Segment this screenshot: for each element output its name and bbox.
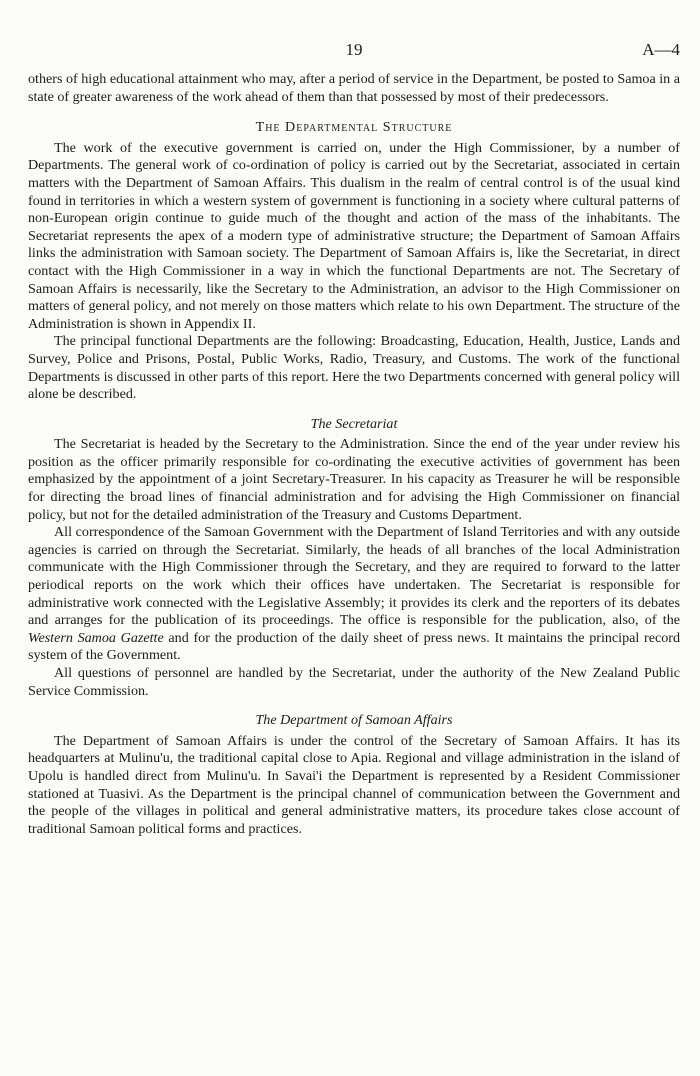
paragraph-secretariat-head: The Secretariat is headed by the Secretary to the Administration. Since the end of the year under review his position as the officer primarily responsible for co-ordinating the executive activities of government has been emphasized by the appointment of a joint Secretary-Treasurer. In his capacity as Treasurer he will be responsible for directing the broad lines of financial administration and for advising the High Commissioner on financial policy, but not for the detailed administration of the Treasury and Customs Department. bbox=[28, 436, 680, 523]
section-heading-departmental-structure: The Departmental Structure bbox=[255, 119, 453, 136]
paragraph-personnel: All questions of personnel are handled by the Secretariat, under the authority of the New Zealand Public Service Commission. bbox=[28, 665, 680, 699]
page-number: 19 bbox=[345, 40, 363, 59]
paragraph-text-part: All correspondence of the Samoan Government with the Department of Island Territories and with any outside agencies is carried on through the Secretariat. Similarly, the heads of all branches of the local Administration communicate with the High Commissioner through the Secretary, and they are required to forward to the latter periodical reports on the work which their offices have undertaken. The Secretariat is responsible for administrative work connected with the Legislative Assembly; it provides its clerk and the reporters of its debates and arranges for the publication of its proceedings. The office is responsible for the publication, also, of the bbox=[28, 524, 680, 629]
page-header bbox=[28, 40, 680, 62]
paragraph-functional-departments: The principal functional Departments are the following: Broadcasting, Education, Health, Justice, Lands and Survey, Police and Prisons, Postal, Public Works, Radio, Treasury, and Customs. The work of the functional Departments is discussed in other parts of this report. Here the two Departments concerned with general policy will alone be described. bbox=[28, 333, 680, 403]
subheading-samoan-affairs: The Department of Samoan Affairs bbox=[255, 712, 453, 729]
paragraph-samoan-affairs: The Department of Samoan Affairs is under the control of the Secretary of Samoan Affairs. It has its headquarters at Mulinu'u, the traditional capital close to Apia. Regional and village administration in the island of Upolu is handled direct from Mulinu'u. In Savai'i the Department is represented by a Resident Commissioner stationed at Tuasivi. As the Department is the principal channel of communication between the Government and the people of the villages in political and general administrative matters, its procedure takes close account of traditional Samoan political forms and practices. bbox=[28, 732, 680, 837]
paragraph-text-part: and for the production of the daily sheet of press news. It maintains the principal record system of the Government. bbox=[28, 629, 680, 664]
paragraph-continued: others of high educational attainment who may, after a period of service in the Department, be posted to Samoa in a state of greater awareness of the work ahead of them than that possessed by most of their predecessors. bbox=[28, 71, 680, 105]
paragraph-executive-government: The work of the executive government is carried on, under the High Commissioner, by a number of Departments. The general work of co-ordination of policy is carried out by the Secretariat, associated in certain matters with the Department of Samoan Affairs. This dualism in the realm of central control is of the usual kind found in territories in which a western system of government is functioning in a society where cultural patterns of non-European origin continue to guide much of the thought and action of the mass of the inhabitants. The Secretariat represents the apex of a modern type of administrative structure; the Department of Samoan Affairs links the administration with Samoan society. The Department of Samoan Affairs is, like the Secretariat, in direct contact with the High Commissioner in a way in which the functional Departments are not. The Secretary of Samoan Affairs is necessarily, like the Secretary to the Administration, an advisor to the High Commissioner on matters of general policy, and not merely on those matters which relate to his own Department. The structure of the Administration is shown in Appendix II. bbox=[28, 139, 680, 332]
document-body bbox=[28, 71, 680, 838]
paragraph-secretariat-correspondence bbox=[28, 524, 680, 665]
gazette-title: Western Samoa Gazette bbox=[28, 629, 164, 646]
page-reference: A—4 bbox=[642, 40, 680, 59]
subheading-secretariat: The Secretariat bbox=[310, 415, 398, 432]
